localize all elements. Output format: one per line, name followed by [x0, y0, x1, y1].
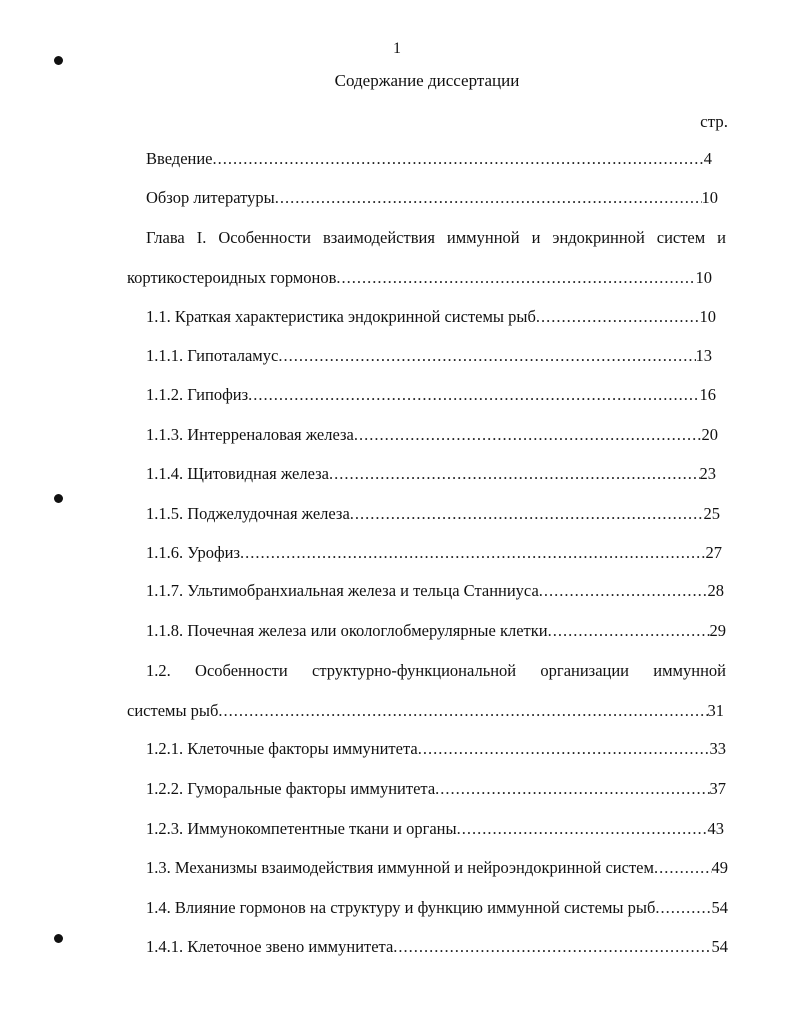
- toc-entry: [146, 424, 718, 446]
- toc-entry: [127, 700, 724, 722]
- toc-entry: [146, 936, 728, 958]
- toc-entry: [146, 778, 726, 800]
- toc-entry-page: 10: [695, 268, 712, 287]
- toc-entry-page: 37: [709, 779, 726, 798]
- toc-entry-page: 20: [701, 425, 718, 444]
- toc-entry-page: 23: [699, 464, 716, 483]
- toc-entry-page: 16: [699, 385, 716, 404]
- toc-entry-page: 31: [707, 701, 724, 720]
- page-title: Содержание диссертации: [334, 71, 520, 90]
- toc-entry-title: 1.2.1. Клеточные факторы иммунитета: [146, 739, 418, 758]
- toc-entry-page: 10: [699, 307, 716, 326]
- toc-entry-title: Обзор литературы: [146, 188, 275, 207]
- page-number: 1: [393, 40, 401, 57]
- toc-entry-page: 54: [711, 898, 728, 917]
- toc-leader-dots: [655, 897, 711, 919]
- toc-leader-dots: [329, 463, 700, 485]
- toc-leader-dots: [240, 542, 705, 564]
- toc-entry-title: 1.4.1. Клеточное звено иммунитета: [146, 937, 394, 956]
- toc-entry-title: 1.1.8. Почечная железа или окологлобмерулярные клетки: [146, 621, 548, 640]
- toc-entry: [127, 267, 712, 289]
- toc-entry-title-line2: системы рыб: [127, 701, 219, 720]
- toc-entry-title: 1.1.2. Гипофиз: [146, 385, 249, 404]
- toc-entry-title: 1.2.3. Иммунокомпетентные ткани и органы: [146, 819, 457, 838]
- binding-hole-mark: [54, 494, 63, 503]
- toc-entry: [146, 187, 718, 209]
- toc-leader-dots: [213, 148, 704, 170]
- toc-entry: [146, 857, 728, 879]
- toc-entry: [146, 463, 716, 485]
- toc-entry-page: 27: [705, 543, 722, 562]
- toc-leader-dots: [278, 345, 695, 367]
- toc-entry-title: 1.1.1. Гипоталамус: [146, 346, 279, 365]
- toc-entry-title: 1.1.5. Поджелудочная железа: [146, 504, 350, 523]
- toc-entry-page: 54: [711, 937, 728, 956]
- toc-entry-title: 1.1.4. Щитовидная железа: [146, 464, 329, 483]
- toc-leader-dots: [457, 818, 708, 840]
- toc-entry: [146, 503, 720, 525]
- toc-entry-title: 1.1.6. Урофиз: [146, 543, 241, 562]
- toc-entry-page: 10: [701, 188, 718, 207]
- toc-entry: [146, 580, 724, 602]
- toc-entry-page: 28: [707, 581, 724, 600]
- toc-leader-dots: [435, 778, 709, 800]
- toc-entry-page: 13: [695, 346, 712, 365]
- toc-entry-title-line1: Глава I. Особенности взаимодействия иммунной и эндокринной систем и: [146, 228, 726, 247]
- binding-hole-mark: [54, 934, 63, 943]
- toc-entry-title: 1.3. Механизмы взаимодействия иммунной и нейроэндокринной систем: [146, 858, 654, 877]
- toc-leader-dots: [654, 857, 712, 879]
- toc-entry: [146, 818, 724, 840]
- toc-leader-dots: [218, 700, 707, 722]
- toc-entry-title: 1.1. Краткая характеристика эндокринной системы рыб: [146, 307, 536, 326]
- toc-entry-page: 29: [709, 621, 726, 640]
- toc-entry-page: 25: [703, 504, 720, 523]
- binding-hole-mark: [54, 56, 63, 65]
- toc-leader-dots: [536, 306, 700, 328]
- toc-entry-title: 1.4. Влияние гормонов на структуру и функцию иммунной системы рыб: [146, 898, 656, 917]
- toc-entry-page: 4: [703, 149, 712, 168]
- toc-leader-dots: [350, 503, 704, 525]
- toc-entry: [146, 620, 726, 642]
- toc-entry: [146, 306, 716, 328]
- toc-entry: [146, 345, 712, 367]
- toc-entry-title: Введение: [146, 149, 213, 168]
- toc-leader-dots: [393, 936, 711, 958]
- toc-entry: [146, 738, 726, 760]
- toc-entry-page: 33: [709, 739, 726, 758]
- toc-entry: [146, 148, 712, 170]
- toc-entry-page: 49: [711, 858, 728, 877]
- toc-entry-title: 1.1.7. Ультимобранхиальная железа и тельца Станниуса: [146, 581, 539, 600]
- toc-entry-page: 43: [707, 819, 724, 838]
- toc-entry: [146, 384, 716, 406]
- toc-leader-dots: [539, 580, 708, 602]
- page-column-header: стр.: [700, 112, 728, 131]
- toc-entry-title-line1: 1.2. Особенности структурно-функциональной организации иммунной: [146, 661, 726, 680]
- toc-leader-dots: [548, 620, 710, 642]
- toc-leader-dots: [275, 187, 702, 209]
- toc-entry: [146, 542, 722, 564]
- toc-leader-dots: [336, 267, 695, 289]
- toc-entry: [146, 897, 728, 919]
- toc-entry-title: 1.1.3. Интерреналовая железа: [146, 425, 354, 444]
- toc-leader-dots: [418, 738, 710, 760]
- toc-entry-title-line2: кортикостероидных гормонов: [127, 268, 337, 287]
- toc-entry-title: 1.2.2. Гуморальные факторы иммунитета: [146, 779, 436, 798]
- toc-leader-dots: [354, 424, 702, 446]
- toc-leader-dots: [248, 384, 699, 406]
